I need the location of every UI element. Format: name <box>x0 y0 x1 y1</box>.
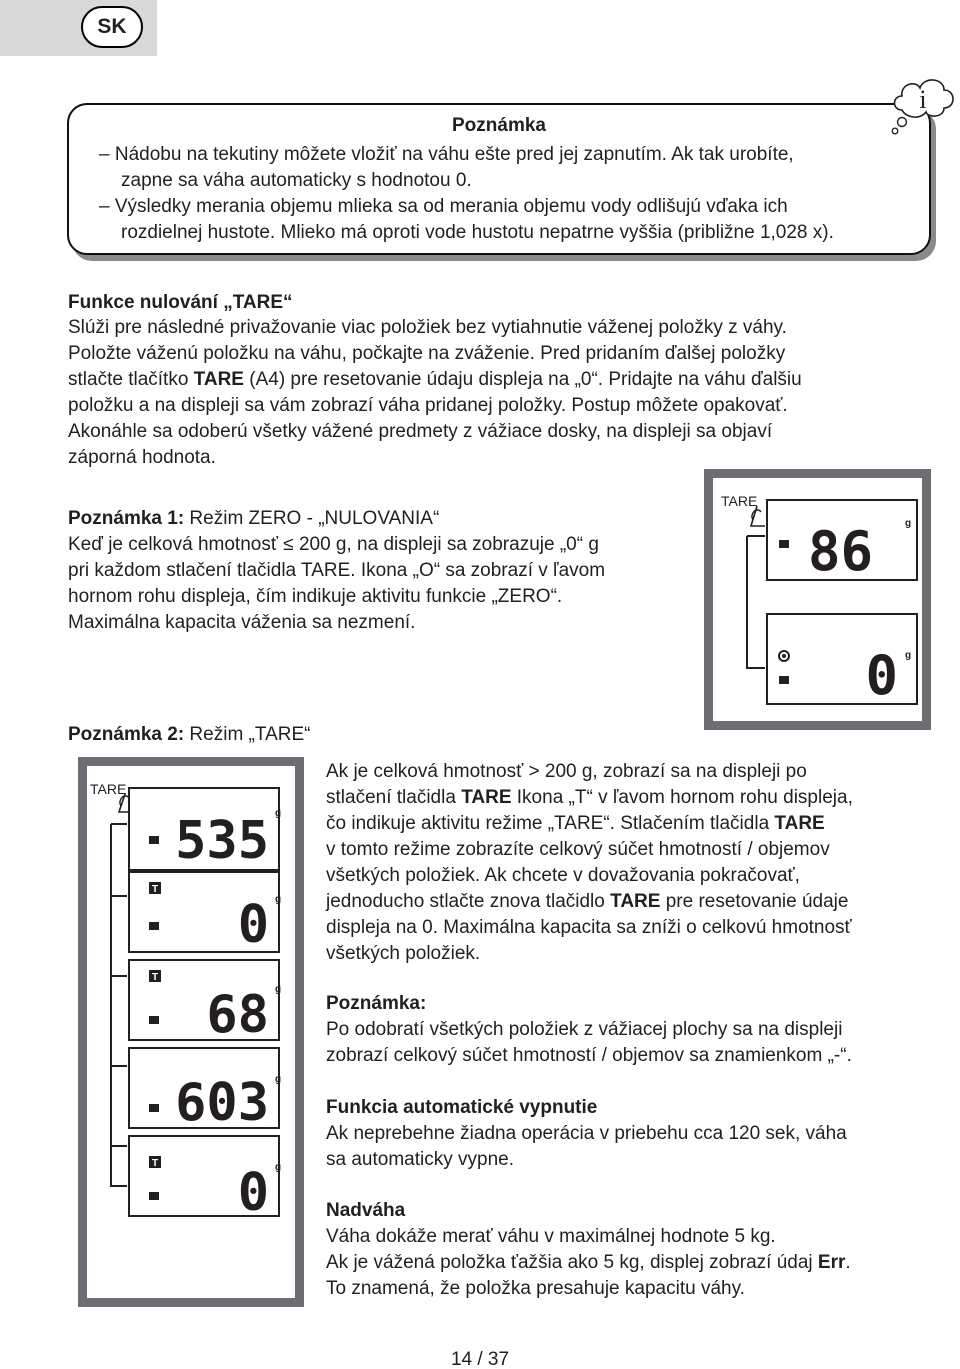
overload-line: Ak je vážená položka ťažšia ako 5 kg, displej zobrazí údaj Err. <box>326 1252 851 1273</box>
weight-icon <box>149 836 159 844</box>
language-tab <box>0 0 157 56</box>
overload-title: Nadváha <box>326 1200 406 1221</box>
page-number: 14 / 37 <box>450 1349 510 1369</box>
lcd-reading: 0 <box>237 895 269 955</box>
tare-line: Slúži pre následné privažovanie viac položiek bez vytiahnutie váženej položky z váhy. <box>68 317 787 338</box>
note3-line: zobrazí celkový súčet hmotností / objemov sa znamienkom „-“. <box>326 1045 852 1066</box>
unit-label: g <box>905 518 912 529</box>
lcd-reading: 603 <box>175 1073 269 1133</box>
note2-line: Ak je celková hmotnosť > 200 g, zobrazí sa na displeji po <box>326 761 807 782</box>
unit-label: g <box>275 984 282 995</box>
weight-icon <box>779 676 789 684</box>
weight-icon <box>149 1016 159 1024</box>
info-cloud-icon <box>888 70 958 140</box>
note-line: zapne sa váha automaticky s hodnotou 0. <box>121 170 472 191</box>
note2-line: všetkých položiek. <box>326 943 481 964</box>
weight-icon <box>149 1104 159 1112</box>
tare-line: stlačte tlačítko TARE (A4) pre resetovanie údaju displeja na „0“. Pridajte na váhu ďalšiu <box>68 369 802 390</box>
note1-title: Poznámka 1: Režim ZERO - „NULOVANIA“ <box>68 508 440 529</box>
note3-title: Poznámka: <box>326 993 427 1014</box>
unit-label: g <box>275 1074 282 1085</box>
note2-line: jednoducho stlačte znova tlačidlo TARE pre resetovanie údaje <box>326 891 849 912</box>
note-box <box>67 103 931 255</box>
note2-line: displeja na 0. Maximálna kapacita sa zníži o celkovú hmotnosť <box>326 917 852 938</box>
note1-line: pri každom stlačení tlačidla TARE. Ikona „O“ sa zobrazí v ľavom <box>68 560 606 581</box>
weight-icon <box>779 540 789 548</box>
note-line: rozdielnej hustote. Mlieko má oproti vode hustotu nepatrne vyššia (približne 1,028 x). <box>121 222 834 243</box>
tare-line: položku a na displeji sa vám zobrazí váha pridanej položky. Postup môžete opakovať. <box>68 395 788 416</box>
note1-line: Maximálna kapacita váženia sa nezmení. <box>68 612 416 633</box>
note-title: Poznámka <box>452 115 546 136</box>
tare-line: Akonáhle sa odoberú všetky vážené predmety z vážiace dosky, na displeji sa objaví <box>68 421 773 442</box>
lcd-reading: 535 <box>175 811 269 871</box>
zero-display-diagram <box>713 478 922 721</box>
overload-line: Váha dokáže merať váhu v maximálnej hodnote 5 kg. <box>326 1226 776 1247</box>
tare-display-diagram <box>87 766 295 1298</box>
tare-line: Položte váženú položku na váhu, počkajte na zváženie. Pred pridaním ďalšej položky <box>68 343 786 364</box>
weight-icon <box>149 922 159 930</box>
note2-title: Poznámka 2: Režim „TARE“ <box>68 724 311 745</box>
note1-line: Keď je celková hmotnosť ≤ 200 g, na displeji sa zobrazuje „0“ g <box>68 534 599 555</box>
lcd-reading: 0 <box>865 644 898 707</box>
note-line: – Nádobu na tekutiny môžete vložiť na váhu ešte pred jej zapnutím. Ak tak urobíte, <box>99 144 794 165</box>
tare-label: TARE <box>90 781 127 797</box>
note-line: – Výsledky merania objemu mlieka sa od merania objemu vody odlišujú vďaka ich <box>99 196 788 217</box>
tare-label: TARE <box>721 493 758 509</box>
unit-label: g <box>275 808 282 819</box>
svg-text:T: T <box>151 972 159 983</box>
note3-line: Po odobratí všetkých položiek z vážiacej plochy sa na displeji <box>326 1019 843 1040</box>
lcd-reading: 68 <box>206 985 269 1045</box>
auto-off-line: sa automaticky vypne. <box>326 1149 514 1170</box>
note2-line: stlačení tlačidla TARE Ikona „T“ v ľavom hornom rohu displeja, <box>326 787 853 808</box>
weight-icon <box>149 1192 159 1200</box>
note1-line: hornom rohu displeja, čím indikuje aktivitu funkcie „ZERO“. <box>68 586 563 607</box>
language-badge: SK <box>81 6 143 48</box>
svg-text:T: T <box>151 884 159 895</box>
overload-line: To znamená, že položka presahuje kapacitu váhy. <box>326 1278 745 1299</box>
lcd-reading: 0 <box>237 1163 269 1223</box>
note2-line: v tomto režime zobrazíte celkový súčet hmotností / objemov <box>326 839 830 860</box>
auto-off-title: Funkcia automatické vypnutie <box>326 1097 598 1118</box>
tare-section-title: Funkce nulování „TARE“ <box>68 292 293 313</box>
unit-label: g <box>905 650 912 661</box>
unit-label: g <box>275 894 282 905</box>
lcd-reading: 86 <box>807 520 873 583</box>
note2-line: čo indikuje aktivitu režime „TARE“. Stlačením tlačidla TARE <box>326 813 825 834</box>
unit-label: g <box>275 1162 282 1173</box>
info-letter: i <box>919 85 927 114</box>
auto-off-line: Ak neprebehne žiadna operácia v priebehu cca 120 sek, váha <box>326 1123 847 1144</box>
note2-line: všetkých položiek. Ak chcete v dovažovania pokračovať, <box>326 865 800 886</box>
svg-text:T: T <box>151 1158 159 1169</box>
tare-line: záporná hodnota. <box>68 447 216 468</box>
